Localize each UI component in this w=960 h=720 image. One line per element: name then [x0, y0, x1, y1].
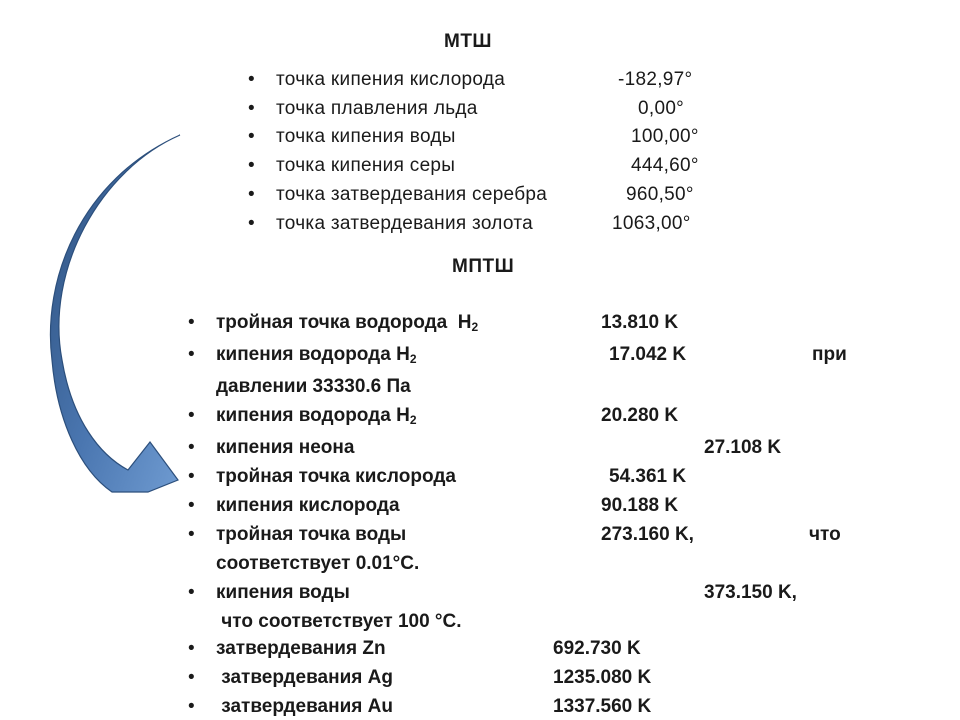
- mptsh-item-extra: что: [809, 524, 841, 545]
- list-bullet: •: [188, 638, 195, 659]
- list-bullet: •: [188, 495, 195, 516]
- mptsh-item-continuation: давлении 33330.6 Па: [216, 376, 411, 397]
- formula-subscript: 2: [471, 320, 479, 334]
- formula: H: [396, 344, 410, 365]
- list-bullet: •: [188, 312, 195, 333]
- mtsh-item-label: точка затвердевания золота: [276, 213, 533, 234]
- mptsh-title: МПТШ: [452, 256, 515, 277]
- formula-subscript: 2: [409, 352, 417, 366]
- mptsh-item-value: 13.810 K: [601, 312, 679, 333]
- list-bullet: •: [188, 696, 195, 717]
- mptsh-item-value: 20.280 K: [601, 405, 679, 426]
- mtsh-title: МТШ: [444, 31, 493, 52]
- mptsh-item-label: кипения неона: [216, 437, 355, 458]
- mptsh-item-label: тройная точка водорода $H_2$: [216, 312, 479, 334]
- mptsh-item-label: тройная точка кислорода: [216, 466, 456, 487]
- mptsh-item-value: 373.150 K,: [704, 582, 797, 603]
- mtsh-item-label: точка кипения серы: [276, 155, 456, 176]
- list-bullet: •: [188, 582, 195, 603]
- mptsh-item-label: затвердевания Zn: [216, 638, 386, 659]
- mptsh-item-extra: при: [812, 344, 847, 365]
- mtsh-item-label: точка кипения кислорода: [276, 69, 506, 90]
- mptsh-item-value: 1337.560 K: [553, 696, 652, 717]
- list-bullet: •: [248, 126, 255, 147]
- mtsh-item-value: 100,00°: [631, 126, 699, 147]
- list-bullet: •: [188, 466, 195, 487]
- mptsh-item-value: 27.108 K: [704, 437, 782, 458]
- mptsh-item-value: 1235.080 K: [553, 667, 652, 688]
- mptsh-item-label: кипения водорода $H_2$: [216, 344, 417, 366]
- list-bullet: •: [188, 344, 195, 365]
- mptsh-item-value: 54.361 K: [609, 466, 687, 487]
- formula: H: [457, 312, 472, 333]
- mtsh-item-value: 1063,00°: [612, 213, 691, 234]
- mptsh-item-continuation: соответствует 0.01°C.: [216, 553, 420, 574]
- list-bullet: •: [248, 69, 255, 90]
- mptsh-item-value: 17.042 K: [609, 344, 687, 365]
- mptsh-item-label: кипения водорода $H_2$: [216, 405, 417, 427]
- list-bullet: •: [188, 524, 195, 545]
- list-bullet: •: [248, 98, 255, 119]
- list-bullet: •: [248, 184, 255, 205]
- mtsh-item-value: -182,97°: [618, 69, 693, 90]
- list-bullet: •: [188, 437, 195, 458]
- list-bullet: •: [188, 667, 195, 688]
- mtsh-item-label: точка затвердевания серебра: [276, 184, 548, 205]
- mptsh-item-label: затвердевания Au: [216, 696, 393, 717]
- mptsh-item-label: затвердевания Ag: [216, 667, 393, 688]
- mptsh-item-continuation: что соответствует 100 °C.: [216, 611, 462, 632]
- mptsh-item-label: кипения кислорода: [216, 495, 400, 516]
- formula-subscript: 2: [409, 413, 417, 427]
- mptsh-item-label: кипения воды: [216, 582, 350, 603]
- mptsh-item-value: 692.730 K: [553, 638, 641, 659]
- mtsh-item-value: 444,60°: [631, 155, 699, 176]
- mtsh-item-label: точка плавления льда: [276, 98, 478, 119]
- mtsh-item-label: точка кипения воды: [276, 126, 456, 147]
- mtsh-item-value: 0,00°: [638, 98, 685, 119]
- list-bullet: •: [248, 213, 255, 234]
- list-bullet: •: [188, 405, 195, 426]
- mptsh-item-label: тройная точка воды: [216, 524, 407, 545]
- list-bullet: •: [248, 155, 255, 176]
- formula: H: [396, 405, 410, 426]
- mtsh-item-value: 960,50°: [626, 184, 694, 205]
- mptsh-item-value: 273.160 K,: [601, 524, 694, 545]
- mptsh-item-value: 90.188 K: [601, 495, 679, 516]
